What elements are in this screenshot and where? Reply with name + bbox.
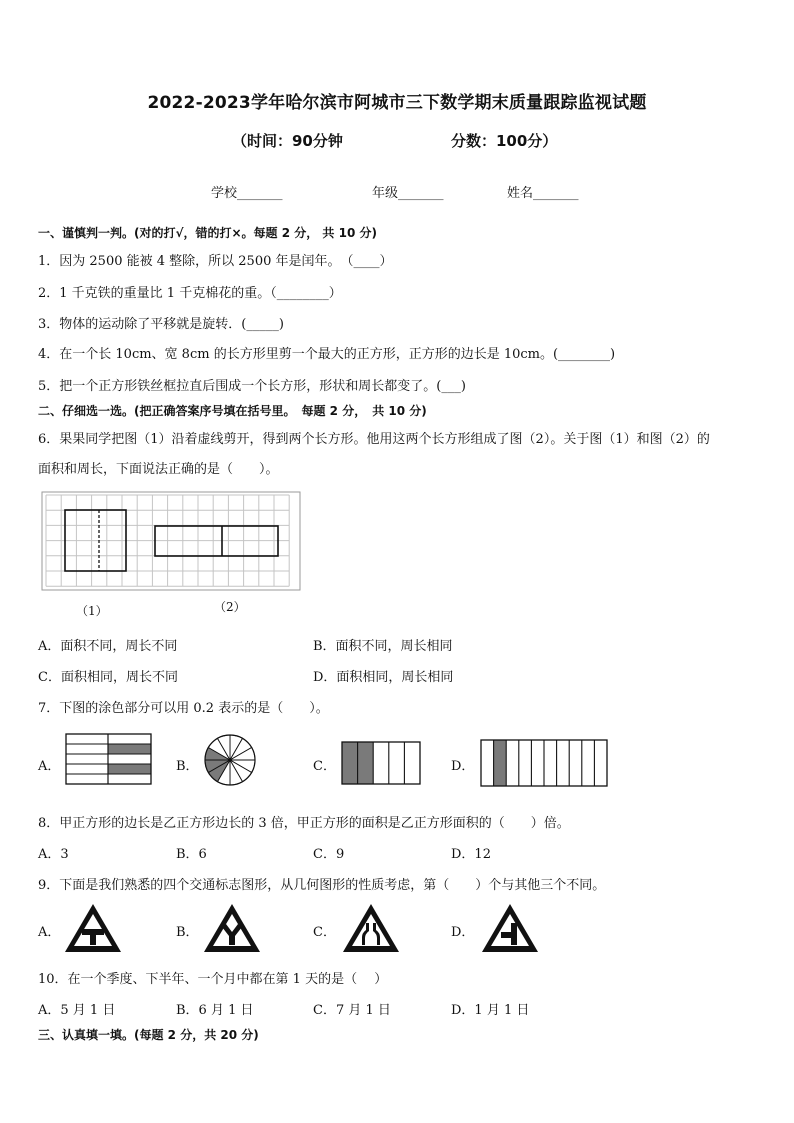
traffic-sign-side-road-icon xyxy=(481,903,539,953)
page-title: 2022-2023学年哈尔滨市阿城市三下数学期末质量跟踪监视试题 xyxy=(147,93,647,113)
q10-option-d: D．1 月 1 日 xyxy=(451,1003,530,1018)
traffic-sign-y-junction-icon xyxy=(203,903,261,953)
question-2: 2．1 千克铁的重量比 1 千克棉花的重。（________） xyxy=(38,286,342,301)
exam-time: （时间：90分钟 xyxy=(232,132,343,150)
name-field: 姓名_______ xyxy=(507,186,579,201)
section1-heading: 一、谨慎判一判。(对的打√，错的打×。每题 2 分， 共 10 分) xyxy=(38,226,377,240)
q6-option-d: D．面积相同，周长相同 xyxy=(313,670,454,685)
q6-grid-figure xyxy=(42,487,304,595)
q9-label-b: B． xyxy=(176,925,199,940)
q9-label-d: D． xyxy=(451,925,475,940)
q6-option-c: C．面积相同，周长不同 xyxy=(38,670,178,685)
question-9: 9．下面是我们熟悉的四个交通标志图形，从几何图形的性质考虑，第（ ）个与其他三个不同。 xyxy=(38,878,606,893)
traffic-sign-road-narrows-icon xyxy=(342,903,400,953)
q8-option-b: B．6 xyxy=(176,847,207,862)
q7-label-a: A． xyxy=(38,759,61,774)
question-7: 7．下图的涂色部分可以用 0.2 表示的是（ ）。 xyxy=(38,701,329,716)
q10-option-c: C．7 月 1 日 xyxy=(313,1003,391,1018)
school-field: 学校_______ xyxy=(211,186,283,201)
question-3: 3．物体的运动除了平移就是旋转．(_____) xyxy=(38,317,284,332)
q8-option-c: C．9 xyxy=(313,847,345,862)
q10-option-a: A．5 月 1 日 xyxy=(38,1003,116,1018)
q6-option-b: B．面积不同，周长相同 xyxy=(313,639,453,654)
q9-label-a: A． xyxy=(38,925,61,940)
q7-label-d: D． xyxy=(451,759,475,774)
question-6-line1: 6．果果同学把图（1）沿着虚线剪开，得到两个长方形。他用这两个长方形组成了图（2）。关于图（1）和图（2）的 xyxy=(38,432,710,447)
grade-field: 年级_______ xyxy=(372,186,444,201)
q9-label-c: C． xyxy=(313,925,336,940)
question-1: 1．因为 2500 能被 4 整除，所以 2500 年是闰年。 （____） xyxy=(38,254,393,269)
q10-option-b: B．6 月 1 日 xyxy=(176,1003,254,1018)
question-4: 4．在一个长 10cm、宽 8cm 的长方形里剪一个最大的正方形，正方形的边长是 10cm。(________) xyxy=(38,347,616,362)
q7-label-b: B． xyxy=(176,759,199,774)
question-5: 5．把一个正方形铁丝框拉直后围成一个长方形，形状和周长都变了。(___) xyxy=(38,379,466,394)
question-10: 10．在一个季度、下半年、一个月中都在第 1 天的是（ ） xyxy=(38,972,388,987)
figure-1-label: （1） xyxy=(76,604,108,618)
q7-figure-c xyxy=(341,741,421,785)
section3-heading: 三、认真填一填。(每题 2 分，共 20 分) xyxy=(38,1028,259,1042)
q8-option-d: D．12 xyxy=(451,847,491,862)
q7-figure-d xyxy=(480,739,608,787)
q8-option-a: A．3 xyxy=(38,847,69,862)
q7-label-c: C． xyxy=(313,759,336,774)
figure-2-label: （2） xyxy=(214,600,246,614)
q6-option-a: A．面积不同，周长不同 xyxy=(38,639,178,654)
section2-heading: 二、仔细选一选。(把正确答案序号填在括号里。 每题 2 分， 共 10 分) xyxy=(38,404,427,418)
question-6-line2: 面积和周长，下面说法正确的是（ ）。 xyxy=(38,462,279,477)
exam-score: 分数：100分） xyxy=(451,132,558,150)
q7-figure-b xyxy=(203,733,257,787)
q7-figure-a xyxy=(65,734,153,784)
question-8: 8．甲正方形的边长是乙正方形边长的 3 倍，甲正方形的面积是乙正方形面积的（ ）倍。 xyxy=(38,816,570,831)
traffic-sign-t-junction-icon xyxy=(64,903,122,953)
